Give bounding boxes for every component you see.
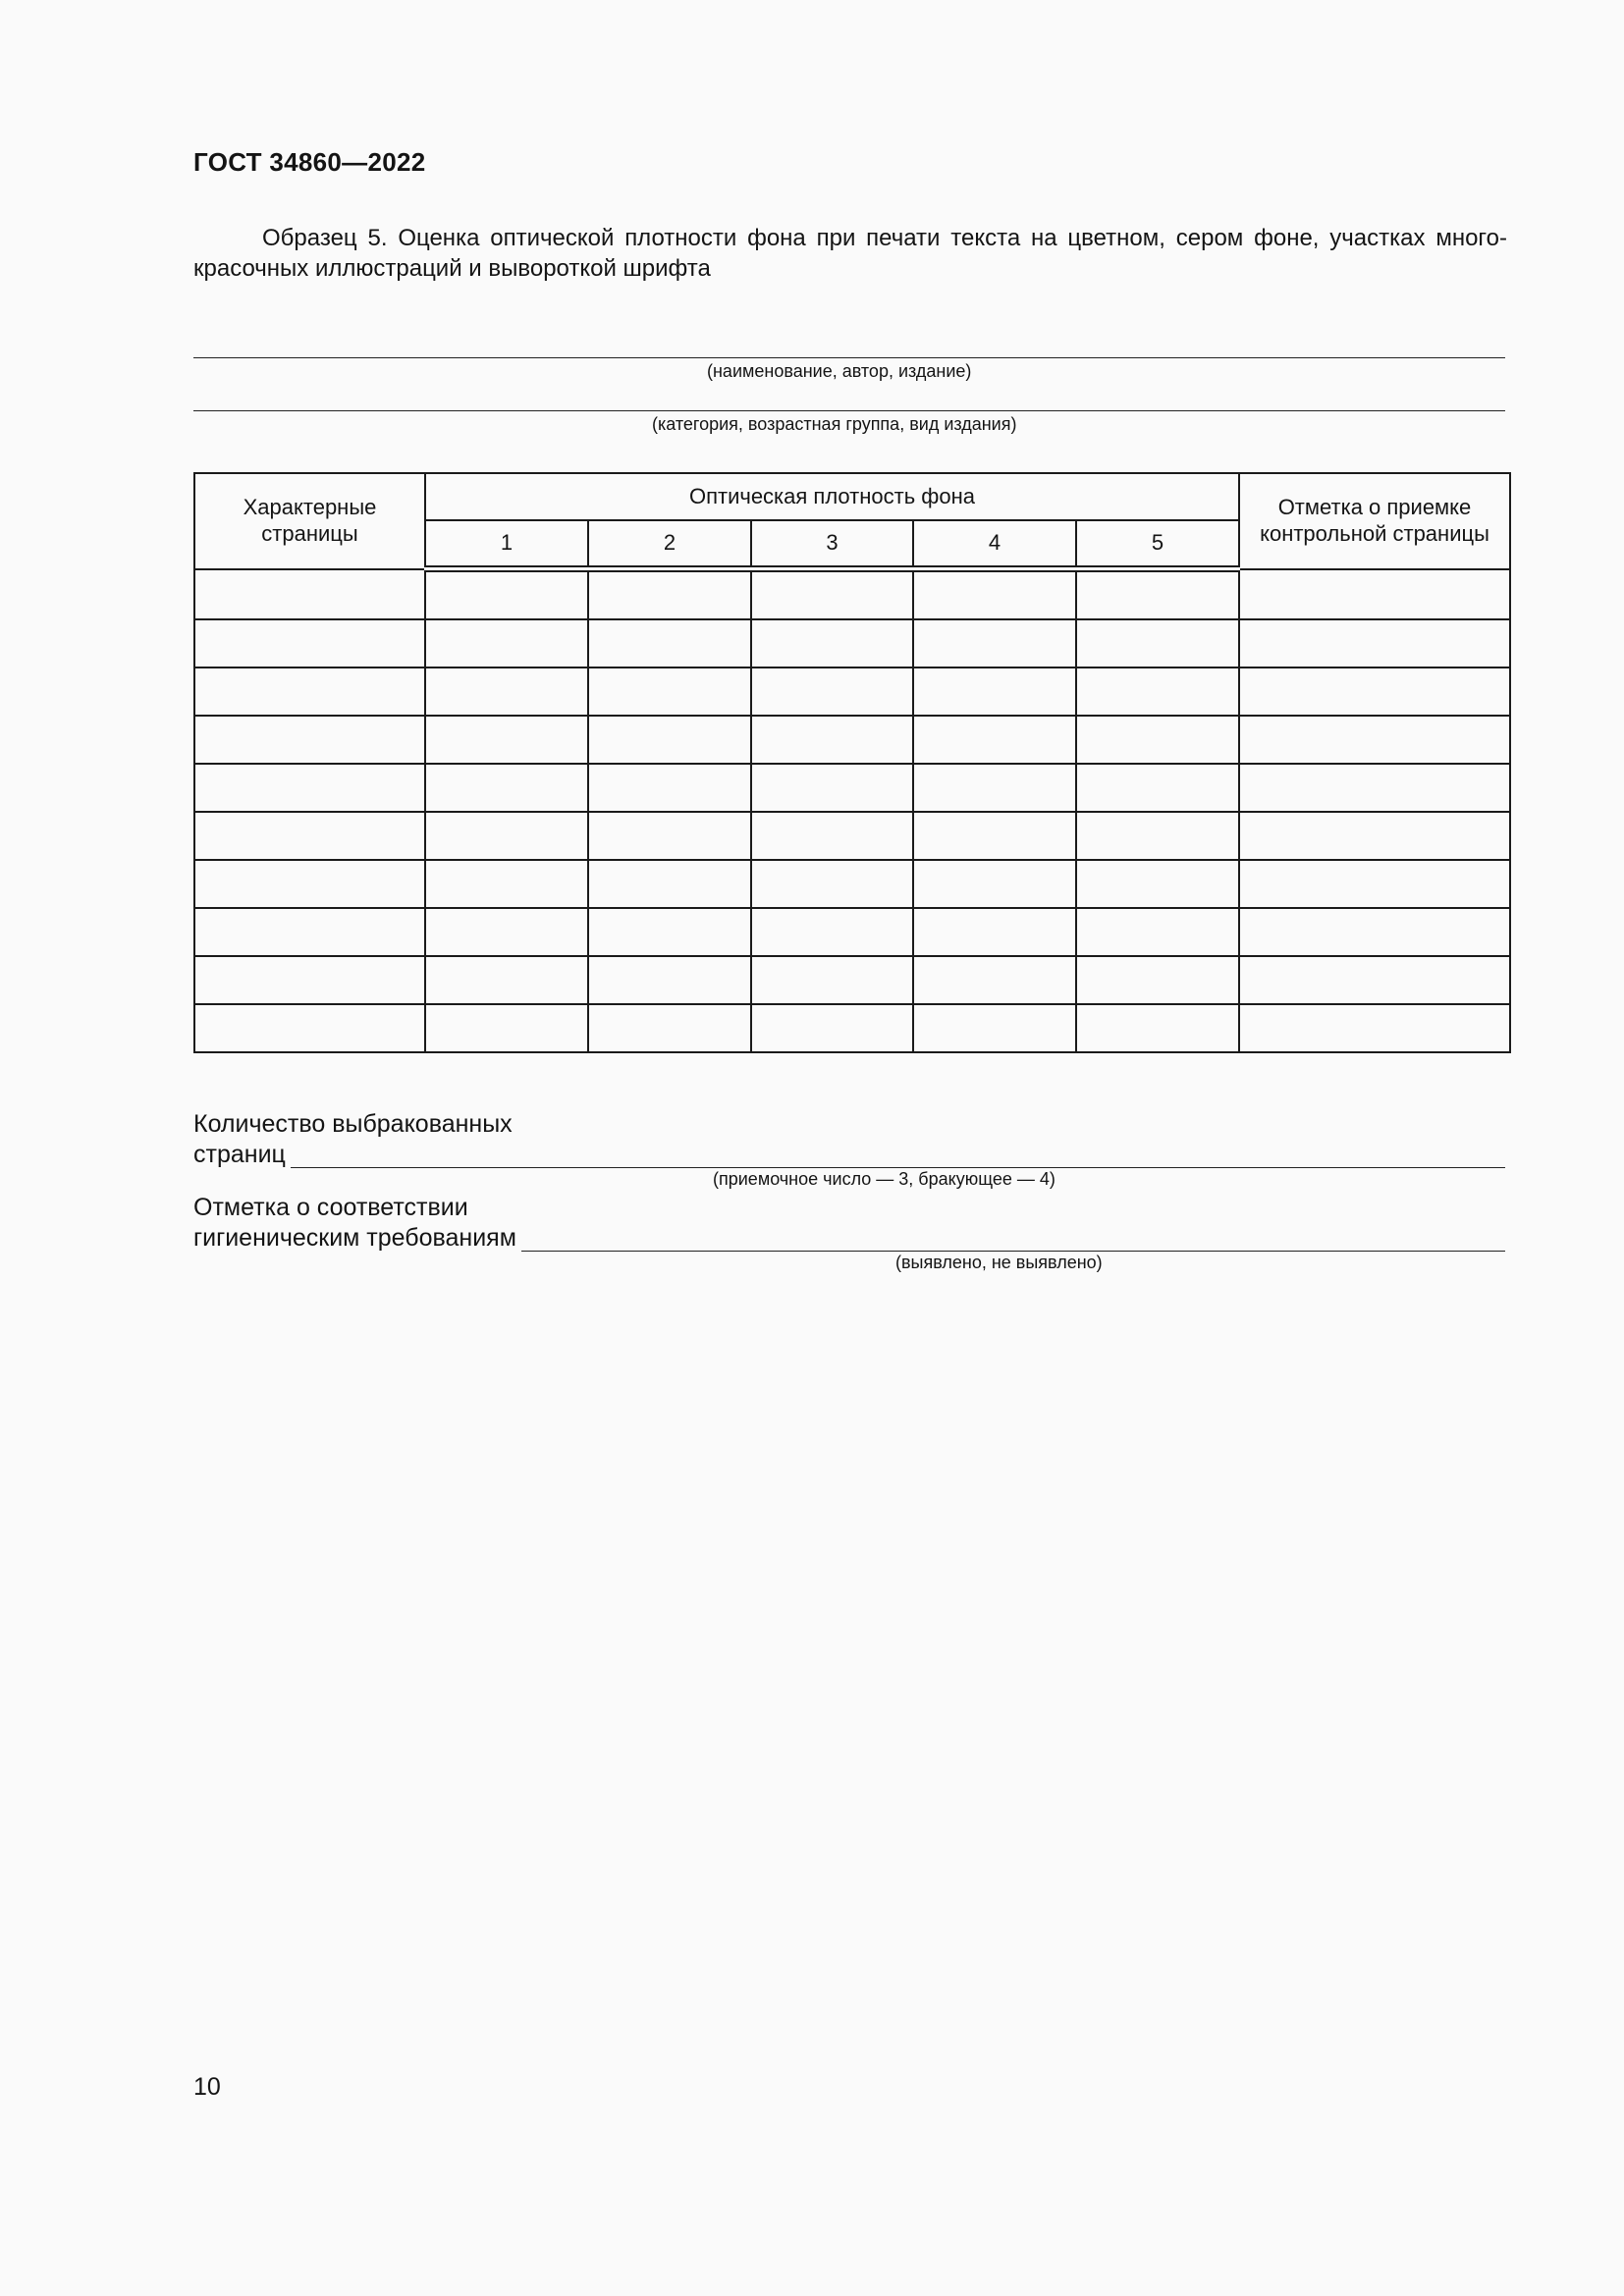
header-density-2: 2 bbox=[588, 520, 751, 569]
table-cell[interactable] bbox=[751, 716, 913, 764]
table-row bbox=[194, 667, 1510, 716]
table-cell[interactable] bbox=[1239, 956, 1510, 1004]
table-cell[interactable] bbox=[425, 1004, 588, 1052]
table-cell[interactable] bbox=[913, 569, 1076, 620]
table-cell[interactable] bbox=[588, 716, 751, 764]
compliance-line[interactable] bbox=[521, 1251, 1505, 1252]
table-cell[interactable] bbox=[425, 667, 588, 716]
table-cell[interactable] bbox=[425, 716, 588, 764]
table-cell[interactable] bbox=[1076, 716, 1239, 764]
table-cell[interactable] bbox=[1076, 569, 1239, 620]
header-density-4: 4 bbox=[913, 520, 1076, 569]
category-caption: (категория, возрастная группа, вид издания) bbox=[652, 414, 1017, 434]
table-cell[interactable] bbox=[1076, 812, 1239, 860]
table-cell[interactable] bbox=[194, 764, 425, 812]
table-cell[interactable] bbox=[913, 956, 1076, 1004]
table-cell[interactable] bbox=[1239, 908, 1510, 956]
title-author-line[interactable] bbox=[193, 357, 1505, 358]
table-cell[interactable] bbox=[194, 1004, 425, 1052]
header-optical-density: Оптическая плотность фона bbox=[425, 473, 1239, 520]
table-cell[interactable] bbox=[1076, 764, 1239, 812]
header-pages: Характерные страницы bbox=[194, 473, 425, 569]
table-cell[interactable] bbox=[913, 1004, 1076, 1052]
table-cell[interactable] bbox=[1076, 619, 1239, 667]
table-cell[interactable] bbox=[194, 716, 425, 764]
table-cell[interactable] bbox=[588, 667, 751, 716]
table-cell[interactable] bbox=[588, 1004, 751, 1052]
table-row bbox=[194, 860, 1510, 908]
table-cell[interactable] bbox=[194, 812, 425, 860]
table-cell[interactable] bbox=[425, 860, 588, 908]
table-cell[interactable] bbox=[588, 956, 751, 1004]
compliance-caption: (выявлено, не выявлено) bbox=[895, 1253, 1103, 1272]
table-row bbox=[194, 1004, 1510, 1052]
table-cell[interactable] bbox=[913, 812, 1076, 860]
density-table bbox=[193, 472, 1511, 1053]
table-cell[interactable] bbox=[194, 569, 425, 620]
compliance-label-line1: Отметка о соответствии bbox=[193, 1194, 468, 1221]
table-row bbox=[194, 619, 1510, 667]
table-cell[interactable] bbox=[751, 619, 913, 667]
table-cell[interactable] bbox=[1239, 569, 1510, 620]
table-cell[interactable] bbox=[194, 667, 425, 716]
table-cell[interactable] bbox=[425, 908, 588, 956]
table-cell[interactable] bbox=[588, 908, 751, 956]
rejected-pages-label bbox=[193, 1109, 513, 1170]
table-cell[interactable] bbox=[913, 619, 1076, 667]
table-cell[interactable] bbox=[1239, 812, 1510, 860]
rejected-pages-caption: (приемочное число — 3, бракующее — 4) bbox=[713, 1169, 1056, 1189]
table-cell[interactable] bbox=[1076, 1004, 1239, 1052]
table-cell[interactable] bbox=[1239, 716, 1510, 764]
table-cell[interactable] bbox=[425, 812, 588, 860]
table-cell[interactable] bbox=[425, 569, 588, 620]
table-row bbox=[194, 569, 1510, 620]
table-cell[interactable] bbox=[913, 716, 1076, 764]
table-cell[interactable] bbox=[1239, 619, 1510, 667]
table-cell[interactable] bbox=[913, 860, 1076, 908]
table-cell[interactable] bbox=[751, 667, 913, 716]
table-cell[interactable] bbox=[1076, 956, 1239, 1004]
sample-title: Образец 5. Оценка оптической плотности фона при печати текста на цветном, сером фоне, участках много-красочных иллюстраций и вывороткой шрифта bbox=[193, 225, 1507, 282]
table-cell[interactable] bbox=[751, 908, 913, 956]
rejected-label-line2: страниц bbox=[193, 1141, 286, 1168]
header-density-3: 3 bbox=[751, 520, 913, 569]
table-cell[interactable] bbox=[751, 860, 913, 908]
rejected-pages-line[interactable] bbox=[291, 1167, 1505, 1168]
table-cell[interactable] bbox=[751, 956, 913, 1004]
table-cell[interactable] bbox=[588, 860, 751, 908]
table-cell[interactable] bbox=[751, 1004, 913, 1052]
compliance-label bbox=[193, 1193, 516, 1254]
table-cell[interactable] bbox=[1239, 667, 1510, 716]
rejected-label-line1: Количество выбракованных bbox=[193, 1110, 513, 1138]
table-cell[interactable] bbox=[588, 619, 751, 667]
table-row bbox=[194, 812, 1510, 860]
table-cell[interactable] bbox=[1239, 764, 1510, 812]
table-cell[interactable] bbox=[194, 619, 425, 667]
header-acceptance-mark: Отметка о приемке контрольной страницы bbox=[1239, 473, 1510, 569]
header-density-5: 5 bbox=[1076, 520, 1239, 569]
table-cell[interactable] bbox=[751, 764, 913, 812]
category-line[interactable] bbox=[193, 410, 1505, 411]
table-cell[interactable] bbox=[194, 956, 425, 1004]
density-table-wrapper bbox=[193, 472, 1511, 1053]
table-cell[interactable] bbox=[425, 764, 588, 812]
table-row bbox=[194, 956, 1510, 1004]
table-cell[interactable] bbox=[588, 812, 751, 860]
table-cell[interactable] bbox=[1239, 1004, 1510, 1052]
table-row bbox=[194, 764, 1510, 812]
table-cell[interactable] bbox=[751, 812, 913, 860]
table-cell[interactable] bbox=[425, 956, 588, 1004]
table-row bbox=[194, 716, 1510, 764]
table-cell[interactable] bbox=[913, 908, 1076, 956]
table-cell[interactable] bbox=[194, 860, 425, 908]
table-cell[interactable] bbox=[1076, 667, 1239, 716]
table-row bbox=[194, 908, 1510, 956]
table-cell[interactable] bbox=[751, 569, 913, 620]
table-cell[interactable] bbox=[588, 569, 751, 620]
title-author-caption: (наименование, автор, издание) bbox=[707, 361, 972, 381]
table-cell[interactable] bbox=[913, 764, 1076, 812]
table-cell[interactable] bbox=[194, 908, 425, 956]
table-cell[interactable] bbox=[913, 667, 1076, 716]
header-density-1: 1 bbox=[425, 520, 588, 569]
compliance-label-line2: гигиеническим требованиям bbox=[193, 1224, 516, 1252]
page-number: 10 bbox=[193, 2073, 221, 2101]
table-cell[interactable] bbox=[1076, 860, 1239, 908]
table-cell[interactable] bbox=[588, 764, 751, 812]
document-header: ГОСТ 34860—2022 bbox=[193, 147, 426, 177]
table-cell[interactable] bbox=[425, 619, 588, 667]
table-cell[interactable] bbox=[1239, 860, 1510, 908]
table-cell[interactable] bbox=[1076, 908, 1239, 956]
